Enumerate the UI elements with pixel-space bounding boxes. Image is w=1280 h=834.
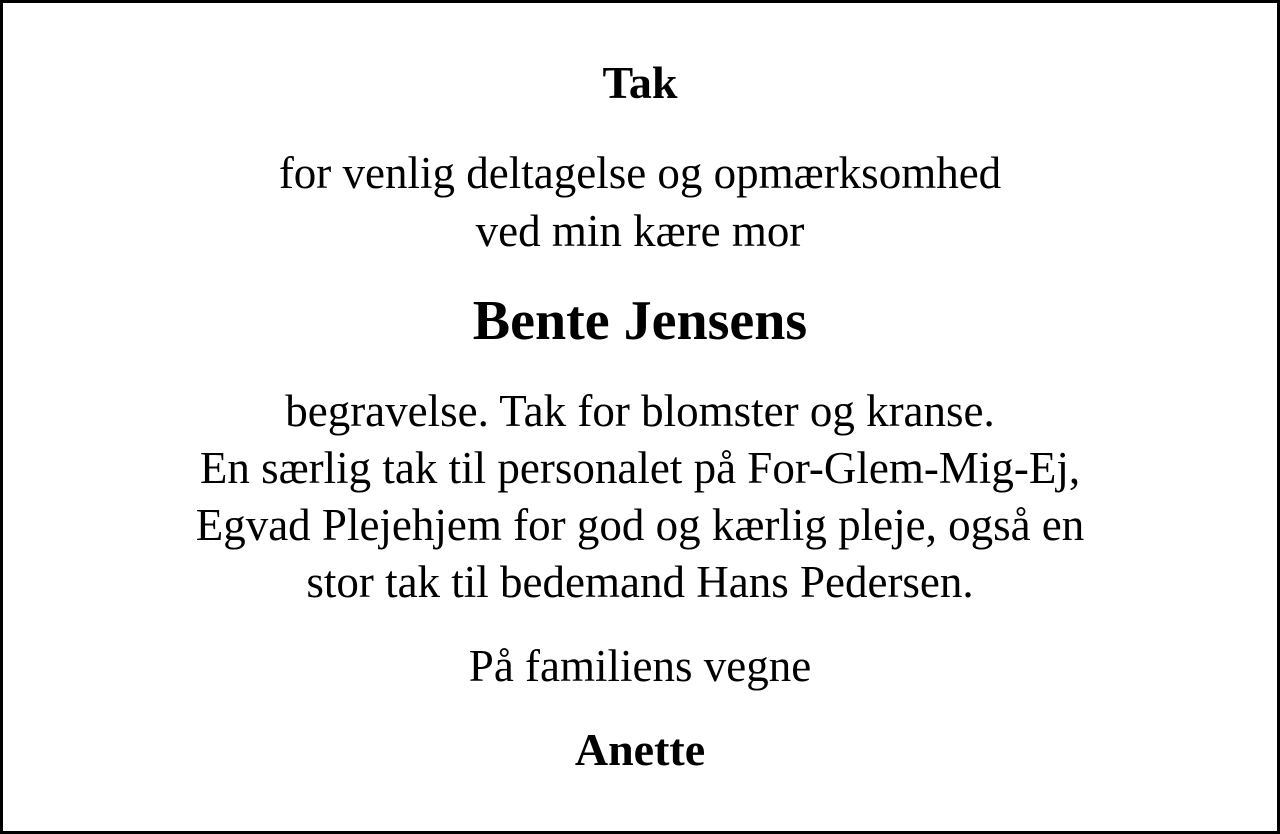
notice-heading: Tak: [602, 57, 678, 108]
thanks-body: [3, 383, 1277, 611]
intro-line: ved min kære mor: [475, 206, 805, 256]
signature: Anette: [574, 724, 706, 775]
intro-line: for venlig deltagelse og opmærksomhed: [278, 148, 1002, 198]
body-line: En særlig tak til personalet på For-Glem-Mig-Ej,: [199, 443, 1081, 493]
body-line: stor tak til bedemand Hans Pedersen.: [306, 557, 974, 607]
body-line: begravelse. Tak for blomster og kranse.: [285, 386, 995, 436]
body-line: Egvad Plejehjem for god og kærlig pleje, også en: [195, 500, 1085, 550]
intro-text: [3, 144, 1277, 260]
deceased-name: Bente Jensens: [472, 290, 808, 352]
closing-line: På familiens vegne: [468, 641, 812, 691]
